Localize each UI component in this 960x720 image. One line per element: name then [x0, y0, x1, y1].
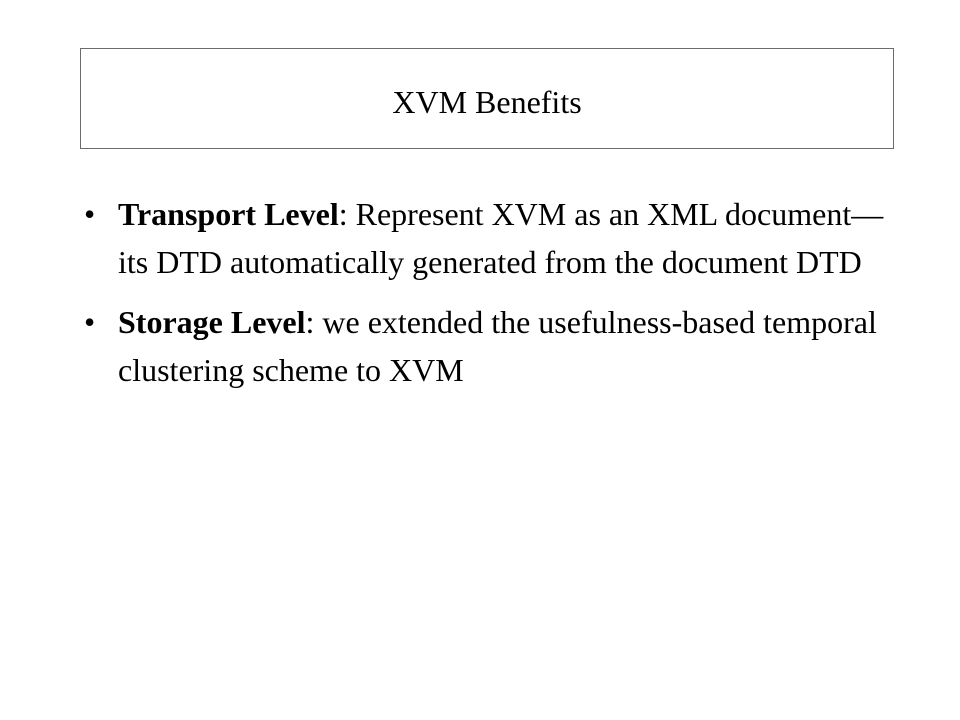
bullet-list [84, 190, 884, 406]
slide-title: XVM Benefits [392, 83, 582, 120]
bullet-term: Storage Level [118, 304, 306, 340]
bullet-dot-icon: • [84, 304, 96, 340]
slide-title-box [80, 48, 894, 149]
bullet-item-storage-level [84, 298, 884, 394]
bullet-item-transport-level [84, 190, 884, 286]
bullet-text: : Represent XVM as an XML document—its DTD automatically generated from the document DTD [118, 196, 884, 280]
bullet-text: : we extended the usefulness-based temporal clustering scheme to XVM [118, 304, 877, 388]
bullet-term: Transport Level [118, 196, 339, 232]
bullet-dot-icon: • [84, 196, 96, 232]
